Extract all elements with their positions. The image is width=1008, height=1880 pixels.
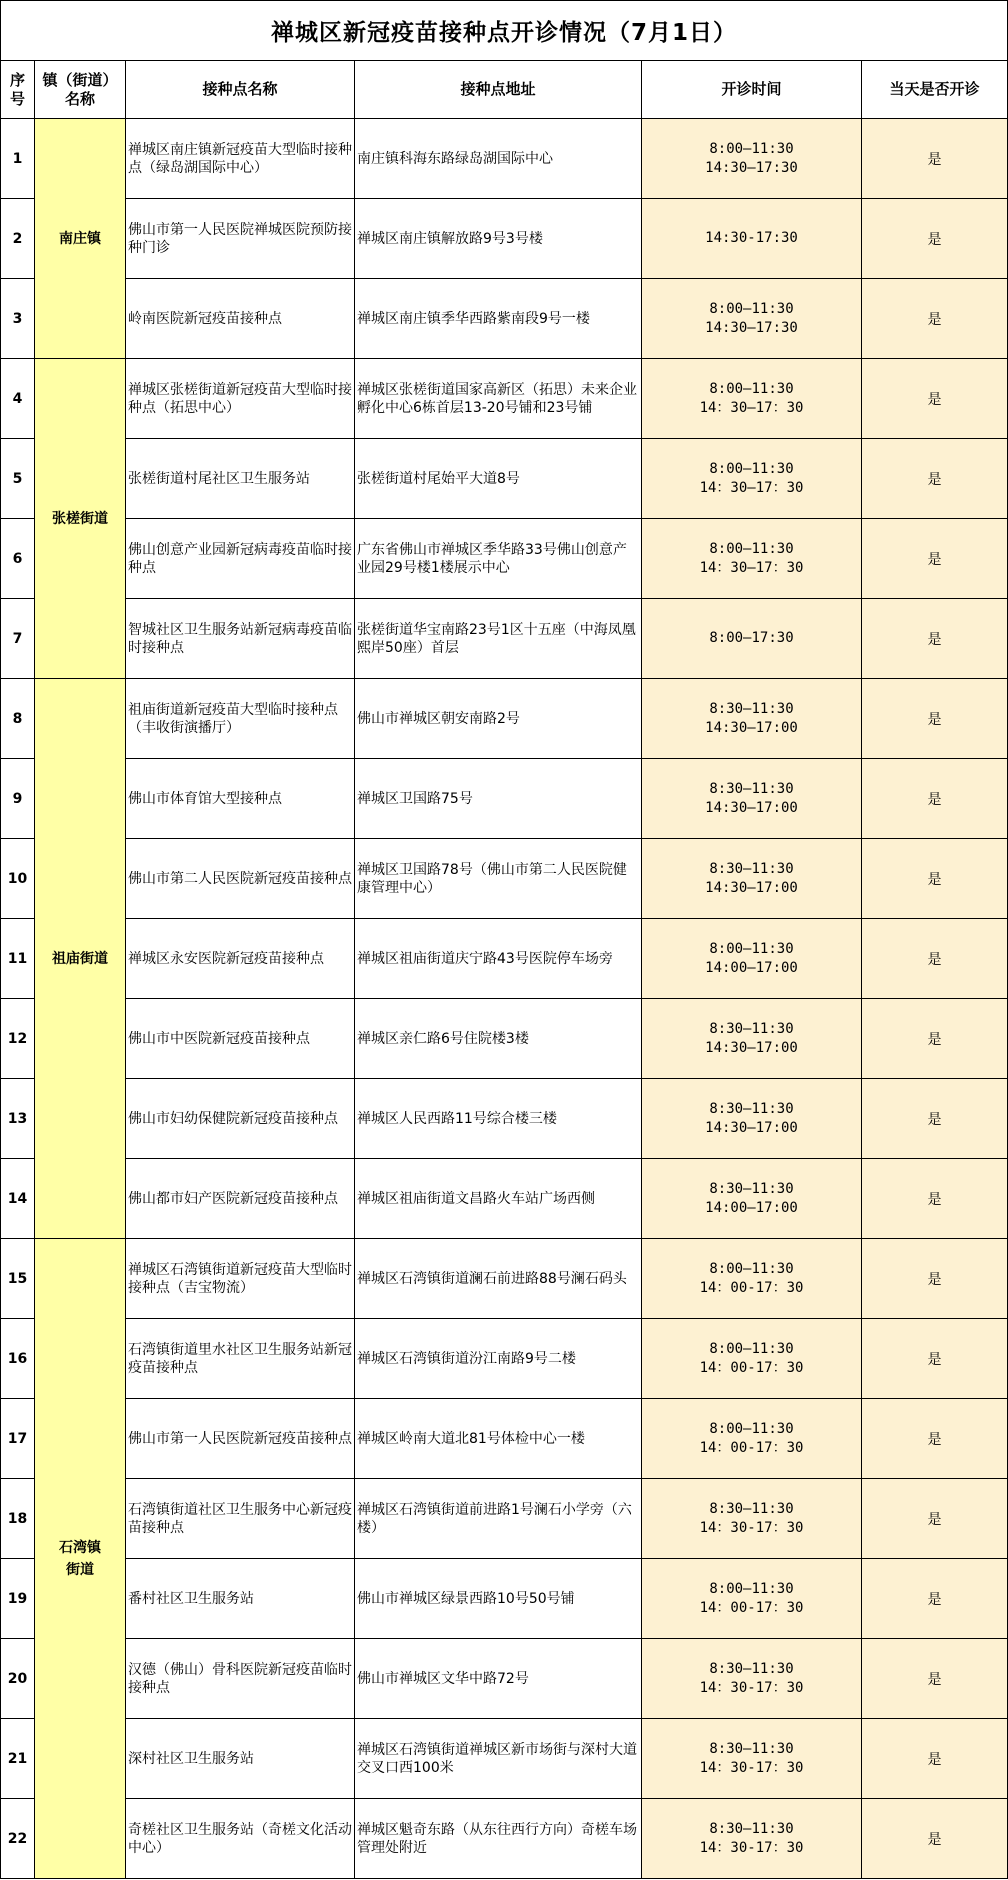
hours-line: 14:00—17:00 xyxy=(705,959,798,976)
hours-line: 14：30—17：30 xyxy=(699,479,804,496)
site-address: 张槎街道村尾始平大道8号 xyxy=(355,439,642,519)
hours-line: 8:30—11:30 xyxy=(709,1500,794,1517)
hours-line: 8:30—11:30 xyxy=(709,1020,794,1037)
opening-hours xyxy=(642,1079,862,1159)
site-name: 奇槎社区卫生服务站（奇槎文化活动中心） xyxy=(126,1799,355,1879)
opening-hours xyxy=(642,919,862,999)
row-index: 13 xyxy=(1,1079,35,1159)
open-today: 是 xyxy=(862,1319,1008,1399)
site-address: 南庄镇科海东路绿岛湖国际中心 xyxy=(355,119,642,199)
header-open-today: 当天是否开诊 xyxy=(862,61,1008,119)
table-row xyxy=(1,599,1008,679)
hours-line: 8:00—17:30 xyxy=(709,630,794,646)
site-address: 佛山市禅城区绿景西路10号50号铺 xyxy=(355,1559,642,1639)
table-row xyxy=(1,919,1008,999)
site-name: 张槎街道村尾社区卫生服务站 xyxy=(126,439,355,519)
hours-line: 14：30-17：30 xyxy=(699,1839,804,1856)
opening-hours xyxy=(642,1639,862,1719)
row-index: 17 xyxy=(1,1399,35,1479)
row-index: 15 xyxy=(1,1239,35,1319)
site-address: 禅城区祖庙街道文昌路火车站广场西侧 xyxy=(355,1159,642,1239)
hours-line: 8:00—11:30 xyxy=(709,1420,794,1437)
site-address: 禅城区张槎街道国家高新区（拓思）未来企业孵化中心6栋首层13-20号铺和23号铺 xyxy=(355,359,642,439)
opening-hours xyxy=(642,999,862,1079)
row-index: 21 xyxy=(1,1719,35,1799)
hours-line: 8:00—11:30 xyxy=(709,140,794,157)
table-row xyxy=(1,1239,1008,1319)
site-address: 禅城区亲仁路6号住院楼3楼 xyxy=(355,999,642,1079)
hours-line: 14：00-17：30 xyxy=(699,1359,804,1376)
row-index: 1 xyxy=(1,119,35,199)
opening-hours xyxy=(642,1159,862,1239)
site-name: 佛山市第二人民医院新冠疫苗接种点 xyxy=(126,839,355,919)
hours-line: 14:30—17:00 xyxy=(705,719,798,736)
row-index: 7 xyxy=(1,599,35,679)
site-name: 深村社区卫生服务站 xyxy=(126,1719,355,1799)
site-name: 岭南医院新冠疫苗接种点 xyxy=(126,279,355,359)
opening-hours xyxy=(642,1799,862,1879)
site-name: 智城社区卫生服务站新冠病毒疫苗临时接种点 xyxy=(126,599,355,679)
hours-line: 14：30-17：30 xyxy=(699,1759,804,1776)
opening-hours xyxy=(642,279,862,359)
site-name: 佛山市体育馆大型接种点 xyxy=(126,759,355,839)
table-row xyxy=(1,119,1008,199)
site-name: 佛山市妇幼保健院新冠疫苗接种点 xyxy=(126,1079,355,1159)
opening-hours xyxy=(642,1399,862,1479)
hours-line: 8:30—11:30 xyxy=(709,1740,794,1757)
site-name: 禅城区永安医院新冠疫苗接种点 xyxy=(126,919,355,999)
site-address: 禅城区人民西路11号综合楼三楼 xyxy=(355,1079,642,1159)
table-row xyxy=(1,199,1008,279)
hours-line: 14：00-17：30 xyxy=(699,1599,804,1616)
hours-line: 14：30—17：30 xyxy=(699,399,804,416)
open-today: 是 xyxy=(862,439,1008,519)
hours-line: 14:30—17:00 xyxy=(705,879,798,896)
table-row xyxy=(1,839,1008,919)
hours-line: 14:30—17:30 xyxy=(705,319,798,336)
table-row xyxy=(1,1079,1008,1159)
header-site-address: 接种点地址 xyxy=(355,61,642,119)
table-row xyxy=(1,679,1008,759)
open-today: 是 xyxy=(862,1559,1008,1639)
site-address: 佛山市禅城区朝安南路2号 xyxy=(355,679,642,759)
hours-line: 8:00—11:30 xyxy=(709,380,794,397)
site-address: 禅城区南庄镇解放路9号3号楼 xyxy=(355,199,642,279)
open-today: 是 xyxy=(862,1399,1008,1479)
hours-line: 14:30—17:00 xyxy=(705,799,798,816)
site-address: 禅城区石湾镇街道前进路1号澜石小学旁（六楼） xyxy=(355,1479,642,1559)
open-today: 是 xyxy=(862,119,1008,199)
row-index: 22 xyxy=(1,1799,35,1879)
site-name: 佛山创意产业园新冠病毒疫苗临时接种点 xyxy=(126,519,355,599)
hours-line: 8:00—11:30 xyxy=(709,540,794,557)
hours-line: 14:30—17:30 xyxy=(705,159,798,176)
hours-line: 8:00—11:30 xyxy=(709,1580,794,1597)
header-row xyxy=(1,61,1008,119)
row-index: 2 xyxy=(1,199,35,279)
site-address: 禅城区祖庙街道庆宁路43号医院停车场旁 xyxy=(355,919,642,999)
hours-line: 14:00—17:00 xyxy=(705,1199,798,1216)
hours-line: 8:00—11:30 xyxy=(709,940,794,957)
opening-hours xyxy=(642,1239,862,1319)
open-today: 是 xyxy=(862,1159,1008,1239)
opening-hours xyxy=(642,839,862,919)
opening-hours xyxy=(642,519,862,599)
open-today: 是 xyxy=(862,599,1008,679)
site-address: 禅城区石湾镇街道禅城区新市场街与深村大道交叉口西100米 xyxy=(355,1719,642,1799)
hours-line: 14：00-17：30 xyxy=(699,1439,804,1456)
site-address: 禅城区卫国路78号（佛山市第二人民医院健康管理中心） xyxy=(355,839,642,919)
open-today: 是 xyxy=(862,519,1008,599)
opening-hours xyxy=(642,759,862,839)
table-row xyxy=(1,439,1008,519)
site-name: 石湾镇街道里水社区卫生服务站新冠疫苗接种点 xyxy=(126,1319,355,1399)
site-name: 禅城区张槎街道新冠疫苗大型临时接种点（拓思中心） xyxy=(126,359,355,439)
open-today: 是 xyxy=(862,919,1008,999)
hours-line: 8:30—11:30 xyxy=(709,1100,794,1117)
opening-hours xyxy=(642,599,862,679)
row-index: 10 xyxy=(1,839,35,919)
table-row xyxy=(1,1479,1008,1559)
site-address: 禅城区南庄镇季华西路紫南段9号一楼 xyxy=(355,279,642,359)
opening-hours xyxy=(642,1319,862,1399)
table-row xyxy=(1,279,1008,359)
site-name: 番村社区卫生服务站 xyxy=(126,1559,355,1639)
site-address: 禅城区卫国路75号 xyxy=(355,759,642,839)
table-row xyxy=(1,1319,1008,1399)
site-address: 禅城区魁奇东路（从东往西行方向）奇槎车场管理处附近 xyxy=(355,1799,642,1879)
open-today: 是 xyxy=(862,1079,1008,1159)
hours-line: 8:00—11:30 xyxy=(709,1260,794,1277)
row-index: 4 xyxy=(1,359,35,439)
open-today: 是 xyxy=(862,199,1008,279)
site-address: 广东省佛山市禅城区季华路33号佛山创意产业园29号楼1楼展示中心 xyxy=(355,519,642,599)
opening-hours xyxy=(642,679,862,759)
town-cell: 南庄镇 xyxy=(35,119,126,359)
header-hours: 开诊时间 xyxy=(642,61,862,119)
hours-line: 14:30—17:00 xyxy=(705,1039,798,1056)
site-address: 张槎街道华宝南路23号1区十五座（中海凤凰熙岸50座）首层 xyxy=(355,599,642,679)
table-row xyxy=(1,1719,1008,1799)
open-today: 是 xyxy=(862,1799,1008,1879)
table-row xyxy=(1,759,1008,839)
town-cell: 石湾镇街道 xyxy=(35,1239,126,1879)
table-row xyxy=(1,1639,1008,1719)
row-index: 14 xyxy=(1,1159,35,1239)
row-index: 11 xyxy=(1,919,35,999)
open-today: 是 xyxy=(862,1239,1008,1319)
site-address: 禅城区石湾镇街道汾江南路9号二楼 xyxy=(355,1319,642,1399)
hours-line: 14:30—17:00 xyxy=(705,1119,798,1136)
row-index: 5 xyxy=(1,439,35,519)
site-name: 佛山市中医院新冠疫苗接种点 xyxy=(126,999,355,1079)
hours-line: 14：30-17：30 xyxy=(699,1519,804,1536)
opening-hours xyxy=(642,439,862,519)
header-site-name: 接种点名称 xyxy=(126,61,355,119)
town-cell: 张槎街道 xyxy=(35,359,126,679)
site-name: 汉德（佛山）骨科医院新冠疫苗临时接种点 xyxy=(126,1639,355,1719)
site-name: 禅城区石湾镇街道新冠疫苗大型临时接种点（吉宝物流） xyxy=(126,1239,355,1319)
hours-line: 8:30—11:30 xyxy=(709,700,794,717)
table-row xyxy=(1,519,1008,599)
row-index: 18 xyxy=(1,1479,35,1559)
table-row xyxy=(1,1799,1008,1879)
open-today: 是 xyxy=(862,759,1008,839)
hours-line: 14:30-17:30 xyxy=(705,230,798,246)
table-title: 禅城区新冠疫苗接种点开诊情况（7月1日） xyxy=(1,1,1008,61)
hours-line: 14：30-17：30 xyxy=(699,1679,804,1696)
opening-hours xyxy=(642,199,862,279)
site-address: 禅城区石湾镇街道澜石前进路88号澜石码头 xyxy=(355,1239,642,1319)
opening-hours xyxy=(642,119,862,199)
row-index: 8 xyxy=(1,679,35,759)
row-index: 9 xyxy=(1,759,35,839)
open-today: 是 xyxy=(862,999,1008,1079)
opening-hours xyxy=(642,1719,862,1799)
site-name: 佛山市第一人民医院新冠疫苗接种点 xyxy=(126,1399,355,1479)
town-cell: 祖庙街道 xyxy=(35,679,126,1239)
header-town: 镇（街道）名称 xyxy=(35,61,126,119)
hours-line: 8:00—11:30 xyxy=(709,300,794,317)
site-name: 石湾镇街道社区卫生服务中心新冠疫苗接种点 xyxy=(126,1479,355,1559)
opening-hours xyxy=(642,1479,862,1559)
hours-line: 8:30—11:30 xyxy=(709,780,794,797)
hours-line: 8:30—11:30 xyxy=(709,1660,794,1677)
site-name: 佛山都市妇产医院新冠疫苗接种点 xyxy=(126,1159,355,1239)
hours-line: 8:00—11:30 xyxy=(709,460,794,477)
open-today: 是 xyxy=(862,1639,1008,1719)
opening-hours xyxy=(642,359,862,439)
open-today: 是 xyxy=(862,679,1008,759)
open-today: 是 xyxy=(862,279,1008,359)
table-row xyxy=(1,1159,1008,1239)
hours-line: 14：00-17：30 xyxy=(699,1279,804,1296)
table-row xyxy=(1,1399,1008,1479)
header-index: 序号 xyxy=(1,61,35,119)
row-index: 20 xyxy=(1,1639,35,1719)
hours-line: 8:30—11:30 xyxy=(709,860,794,877)
row-index: 16 xyxy=(1,1319,35,1399)
site-name: 祖庙街道新冠疫苗大型临时接种点（丰收街演播厅） xyxy=(126,679,355,759)
row-index: 6 xyxy=(1,519,35,599)
hours-line: 8:00—11:30 xyxy=(709,1340,794,1357)
row-index: 12 xyxy=(1,999,35,1079)
hours-line: 14：30—17：30 xyxy=(699,559,804,576)
hours-line: 8:30—11:30 xyxy=(709,1180,794,1197)
site-name: 禅城区南庄镇新冠疫苗大型临时接种点（绿岛湖国际中心） xyxy=(126,119,355,199)
opening-hours xyxy=(642,1559,862,1639)
open-today: 是 xyxy=(862,1719,1008,1799)
table-row xyxy=(1,1559,1008,1639)
row-index: 3 xyxy=(1,279,35,359)
table-row xyxy=(1,999,1008,1079)
table-row xyxy=(1,359,1008,439)
site-address: 禅城区岭南大道北81号体检中心一楼 xyxy=(355,1399,642,1479)
open-today: 是 xyxy=(862,1479,1008,1559)
site-address: 佛山市禅城区文华中路72号 xyxy=(355,1639,642,1719)
hours-line: 8:30—11:30 xyxy=(709,1820,794,1837)
site-name: 佛山市第一人民医院禅城医院预防接种门诊 xyxy=(126,199,355,279)
open-today: 是 xyxy=(862,839,1008,919)
open-today: 是 xyxy=(862,359,1008,439)
row-index: 19 xyxy=(1,1559,35,1639)
